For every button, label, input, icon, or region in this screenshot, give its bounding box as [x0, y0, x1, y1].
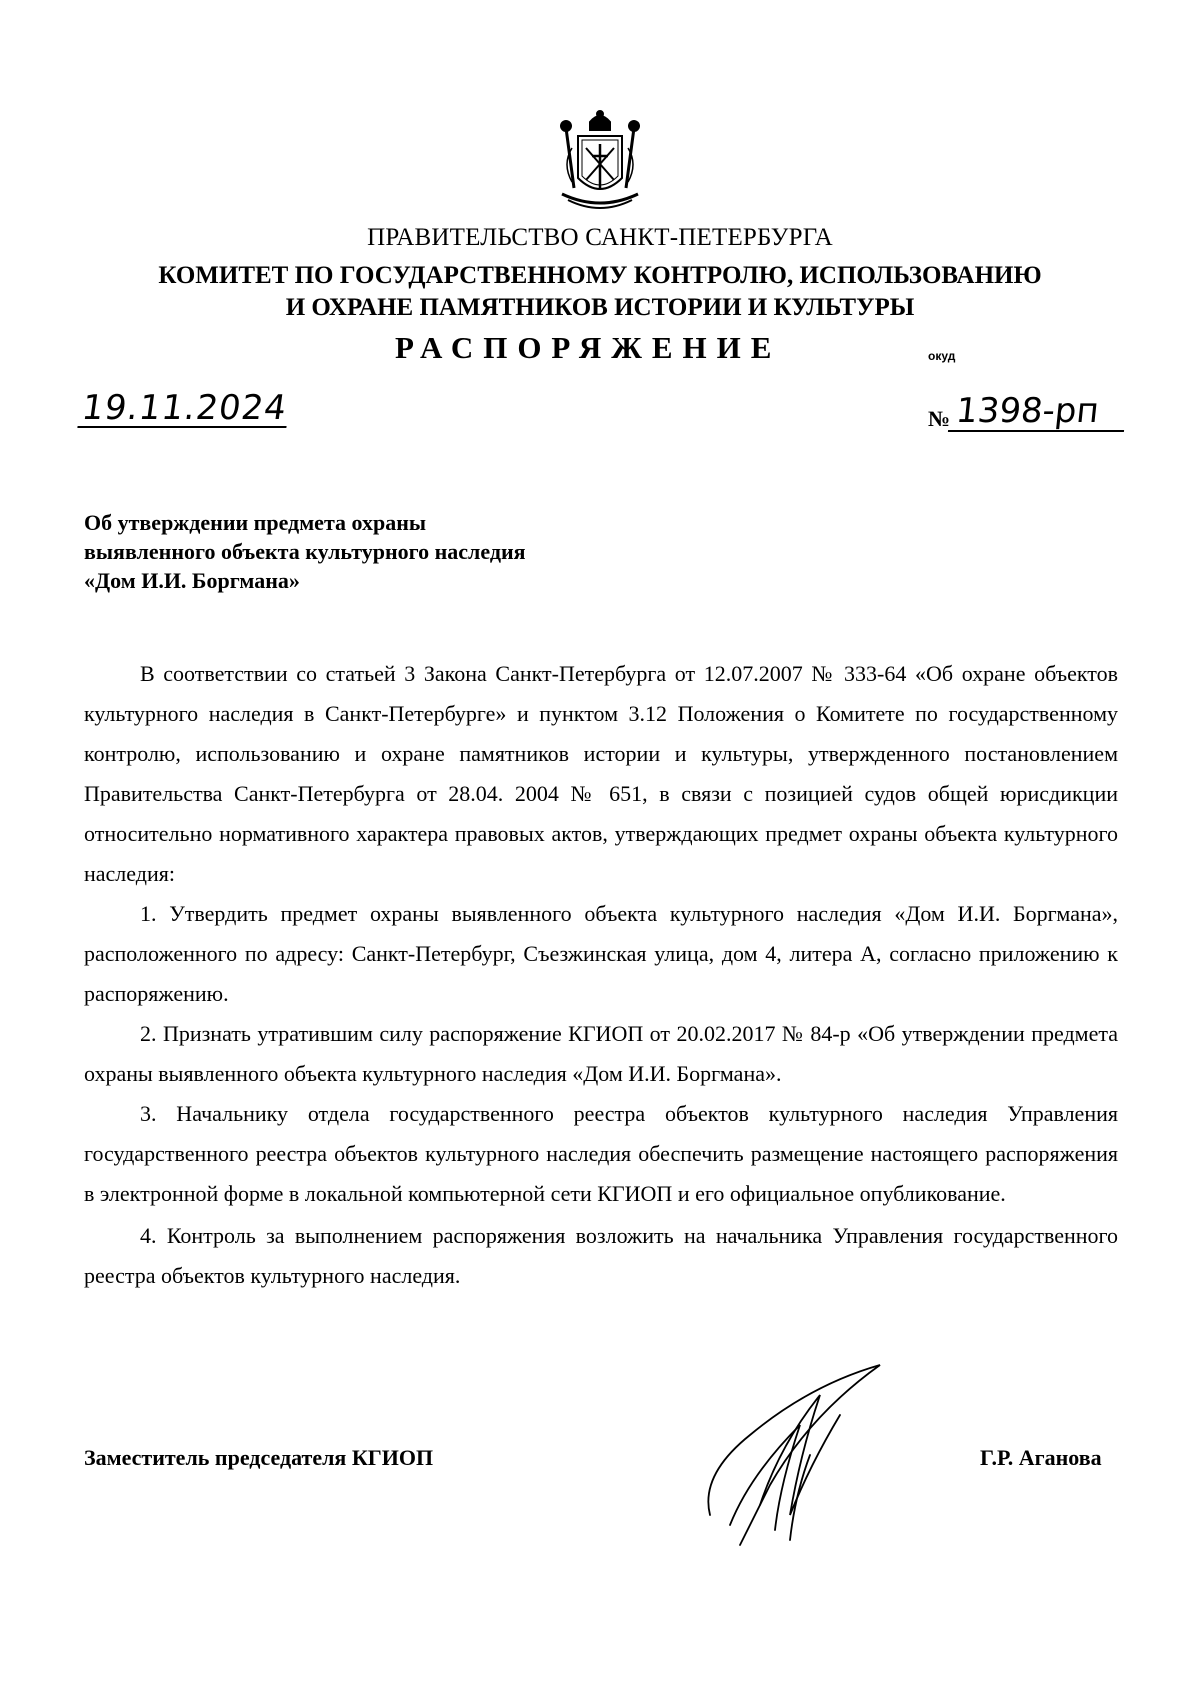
document-number	[928, 392, 1126, 432]
document-body	[84, 654, 1118, 1296]
subject-line: выявленного объекта культурного наследия	[84, 539, 526, 564]
item-3-paragraph: 3. Начальнику отдела государственного реестра объектов культурного наследия Управления государственного реестра объектов культурного наследия обеспечить размещение настоящего распоряжения в электронной форме в локальной компьютерной сети КГИОП и его официальное опубликование.	[84, 1101, 1118, 1206]
number-sign: №	[928, 406, 951, 431]
item-1-paragraph: 1. Утвердить предмет охраны выявленного объекта культурного наследия «Дом И.И. Боргмана», расположенного по адресу: Санкт-Петербург, Съезжинская улица, дом 4, литера А, согласно приложению к распоряжению.	[84, 901, 1118, 1006]
number-value: 1398-рп	[948, 392, 1128, 432]
spb-coat-of-arms-icon	[552, 108, 648, 216]
government-title: ПРАВИТЕЛЬСТВО САНКТ-ПЕТЕРБУРГА	[367, 224, 833, 251]
okud-label: окуд	[928, 349, 956, 363]
document-date: 19.11.2024	[79, 388, 290, 428]
signatory-name: Г.Р. Аганова	[980, 1445, 1102, 1470]
committee-title-line1: КОМИТЕТ ПО ГОСУДАРСТВЕННОМУ КОНТРОЛЮ, ИСПОЛЬЗОВАНИЮ	[158, 262, 1042, 289]
signatory-title: Заместитель председателя КГИОП	[84, 1445, 434, 1470]
item-4-paragraph: 4. Контроль за выполнением распоряжения возложить на начальника Управления государственного реестра объектов культурного наследия.	[84, 1223, 1118, 1288]
preamble-paragraph: В соответствии со статьей 3 Закона Санкт-Петербурга от 12.07.2007 № 333-64 «Об охране объектов культурного наследия в Санкт-Петербурге» и пунктом 3.12 Положения о Комитете по государственному контролю, использованию и охране памятников истории и культуры, утвержденного постановлением Правительства Санкт-Петербурга от 28.04. 2004 № 651, в связи с позицией судов общей юрисдикции относительно нормативного характера правовых актов, утверждающих предмет охраны объекта культурного наследия:	[84, 661, 1118, 886]
subject-line: Об утверждении предмета охраны	[84, 510, 427, 535]
subject-line: «Дом И.И. Боргмана»	[84, 568, 300, 593]
committee-title	[0, 260, 1200, 324]
handwritten-signature	[690, 1355, 910, 1555]
item-2-paragraph: 2. Признать утратившим силу распоряжение КГИОП от 20.02.2017 № 84-р «Об утверждении предмета охраны выявленного объекта культурного наследия «Дом И.И. Боргмана».	[84, 1021, 1118, 1086]
document-subject	[84, 508, 526, 595]
document-type: РАСПОРЯЖЕНИЕ	[395, 330, 782, 365]
committee-title-line2: И ОХРАНЕ ПАМЯТНИКОВ ИСТОРИИ И КУЛЬТУРЫ	[285, 294, 915, 321]
